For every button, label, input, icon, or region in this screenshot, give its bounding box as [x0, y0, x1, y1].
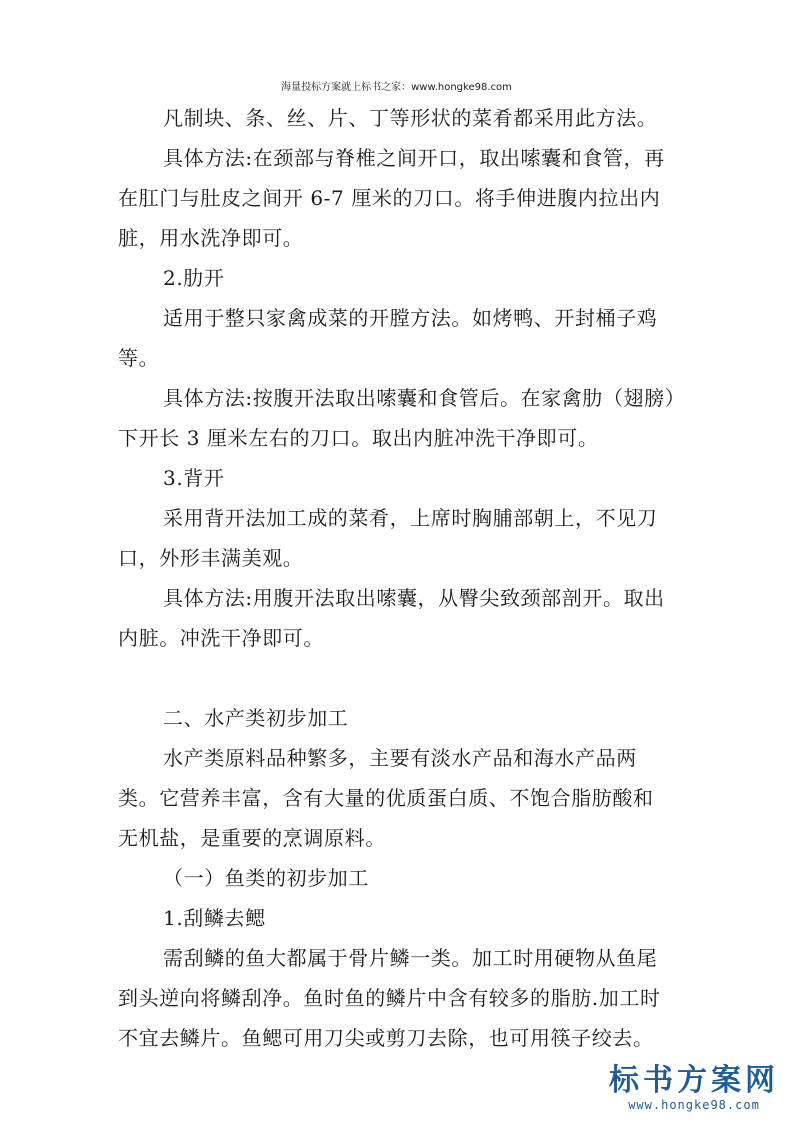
text-line: 需刮鳞的鱼大都属于骨片鳞一类。加工时用硬物从鱼尾	[163, 946, 658, 970]
watermark-title: 标书方案网	[609, 1063, 779, 1098]
text-line: 到头逆向将鳞刮净。鱼时鱼的鳞片中含有较多的脂肪.加工时	[118, 986, 661, 1010]
text-line: 内脏。冲洗干净即可。	[118, 626, 324, 650]
text-line: 下开长 3 厘米左右的刀口。取出内脏冲洗干净即可。	[118, 426, 599, 450]
watermark-logo	[609, 1064, 779, 1112]
text-line: 水产类原料品种繁多，主要有淡水产品和海水产品两	[163, 746, 637, 770]
text-line: 适用于整只家禽成菜的开膛方法。如烤鸭、开封桶子鸡	[163, 306, 658, 330]
text-line: 类。它营养丰富，含有大量的优质蛋白质、不饱合脂肪酸和	[118, 786, 654, 810]
section-heading: 2.肋开	[163, 266, 225, 290]
section-heading: 1.刮鳞去鳃	[163, 906, 266, 930]
section-heading: 二、水产类初步加工	[163, 706, 349, 730]
text-line: 口，外形丰满美观。	[118, 546, 304, 570]
text-line: 无机盐，是重要的烹调原料。	[118, 826, 386, 850]
text-line: 凡制块、条、丝、片、丁等形状的菜肴都采用此方法。	[163, 106, 658, 130]
text-line: 脏，用水洗净即可。	[118, 226, 304, 250]
text-line: 具体方法:在颈部与脊椎之间开口，取出嗦囊和食管，再	[163, 146, 665, 170]
text-line: 在肛门与肚皮之间开 6-7 厘米的刀口。将手伸进腹内拉出内	[118, 186, 661, 210]
section-heading: 3.背开	[163, 466, 225, 490]
page-header: 海量投标方案就上标书之家：www.hongke98.com	[281, 82, 512, 93]
text-line: 具体方法:按腹开法取出嗦囊和食管后。在家禽肋（翅膀）	[163, 386, 686, 410]
text-line: 具体方法:用腹开法取出嗦囊，从臀尖致颈部剖开。取出	[163, 586, 665, 610]
text-line: 等。	[118, 346, 160, 370]
section-heading: （一）鱼类的初步加工	[163, 866, 369, 890]
text-line: 不宜去鳞片。鱼鳃可用刀尖或剪刀去除，也可用筷子绞去。	[118, 1026, 654, 1050]
text-line: 采用背开法加工成的菜肴，上席时胸脯部朝上，不见刀	[163, 506, 658, 530]
watermark-url: www.hongke98.com	[628, 1098, 760, 1112]
